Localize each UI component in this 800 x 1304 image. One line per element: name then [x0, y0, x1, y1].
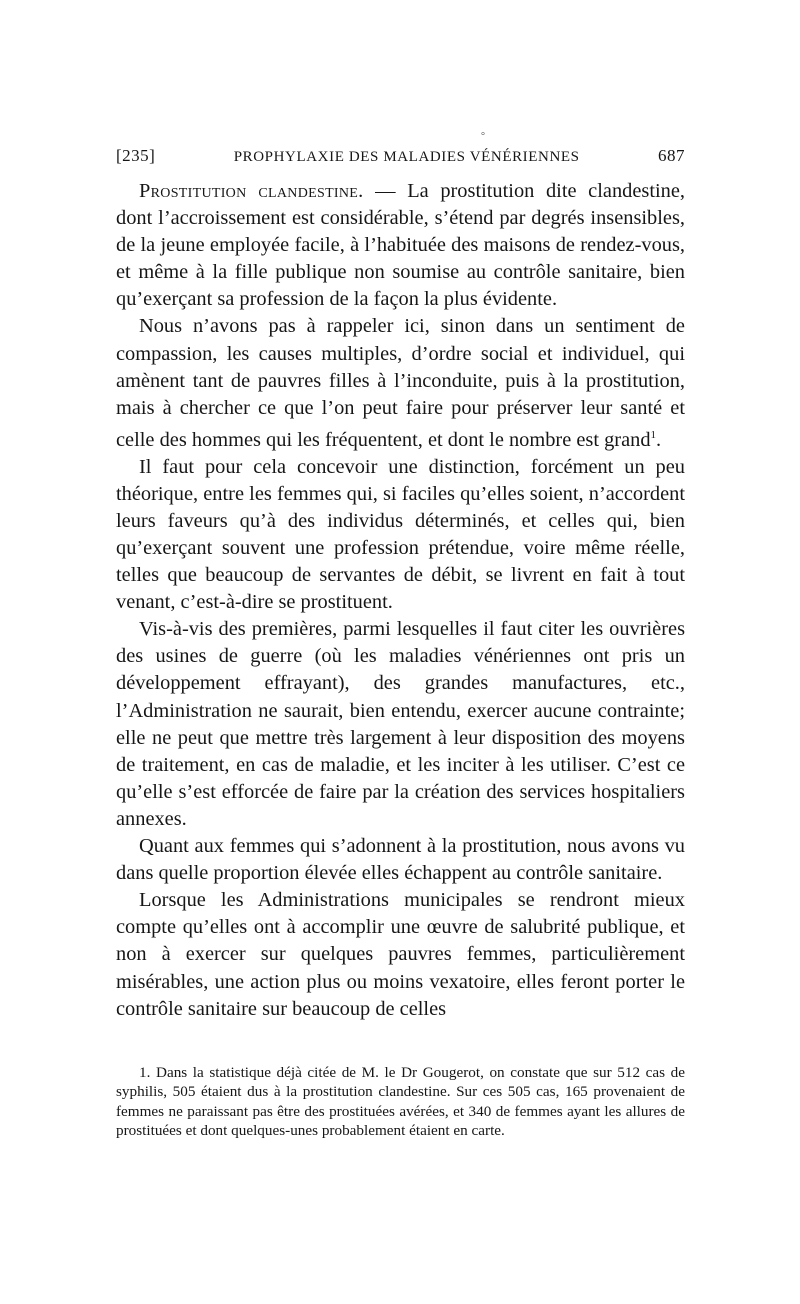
- book-page: [116, 146, 685, 1141]
- stray-ink-mark: °: [481, 131, 485, 142]
- paragraph-text: Il faut pour cela concevoir une distinction, forcément un peu théorique, entre les femmes qui, si faciles qu’elles soient, n’accordent leurs faveurs qu’à des individus déterminés, et celles qui, bien qu’exerçant souvent une profession prétendue, voire même réelle, telles que beaucoup de servantes de débit, se livrent en fait à tout venant, c’est-à-dire se prostituent.: [116, 455, 685, 614]
- paragraph-2: [116, 313, 685, 453]
- running-head: [116, 146, 685, 166]
- paragraph-6: [116, 887, 685, 1022]
- footnote-reference: 1: [650, 428, 657, 441]
- paragraph-1: [116, 178, 685, 313]
- body-text: [116, 178, 685, 1023]
- page-number: 687: [658, 146, 685, 165]
- section-number: [235]: [116, 146, 156, 165]
- paragraph-text: Quant aux femmes qui s’adonnent à la prostitution, nous avons vu dans quelle proportion élevée elles échappent au contrôle sanitaire.: [116, 835, 685, 885]
- running-title: PROPHYLAXIE DES MALADIES VÉNÉRIENNES: [233, 149, 580, 165]
- section-lead: Prostitution clandestine.: [139, 180, 364, 202]
- paragraph-text: — La prostitution dite clandestine, dont l’accroissement est considérable, s’étend par degrés insensibles, de la jeune employée facile, à l’habituée des maisons de rendez-vous, et même à la fille publique non soumise au contrôle sanitaire, bien qu’exerçant sa profession de la façon la plus évidente.: [116, 180, 685, 311]
- footnote-1: 1. Dans la statistique déjà citée de M. le Dr Gougerot, on constate que sur 512 cas de syphilis, 505 étaient dus à la prostitution clandestine. Sur ces 505 cas, 165 provenaient de femmes ne paraissant pas être des prostituées avérées, et 340 de femmes ayant les allures de prostituées et dont quelques-unes probablement étaient en carte.: [116, 1063, 685, 1140]
- paragraph-text: Vis-à-vis des premières, parmi lesquelles il faut citer les ouvrières des usines de guerre (où les maladies vénériennes ont pris un développement effrayant), des grandes manufactures, etc., l’Administration ne saurait, bien entendu, exercer aucune contrainte; elle ne peut que mettre très largement à leur disposition des moyens de traitement, en cas de maladie, et les inciter à les utiliser. C’est ce qu’elle s’est efforcée de faire par la création des services hospitaliers annexes.: [116, 618, 685, 830]
- paragraph-text: Nous n’avons pas à rappeler ici, sinon dans un sentiment de compassion, les causes multiples, d’ordre social et individuel, qui amènent tant de pauvres filles à l’inconduite, puis à la prostitution, mais à chercher ce que l’on peut faire pour préserver leur santé et celle des hommes qui les fréquentent, et dont le nombre est grand: [116, 315, 685, 451]
- paragraph-end: .: [656, 428, 662, 451]
- paragraph-4: [116, 616, 685, 833]
- paragraph-5: [116, 833, 685, 887]
- paragraph-3: [116, 454, 685, 617]
- footnotes: [116, 1063, 685, 1141]
- paragraph-text: Lorsque les Administrations municipales se rendront mieux compte qu’elles ont à accomplir une œuvre de salubrité publique, et non à exercer sur quelques pauvres femmes, particulièrement misérables, une action plus ou moins vexatoire, elles feront porter le contrôle sanitaire sur beaucoup de celles: [116, 889, 685, 1020]
